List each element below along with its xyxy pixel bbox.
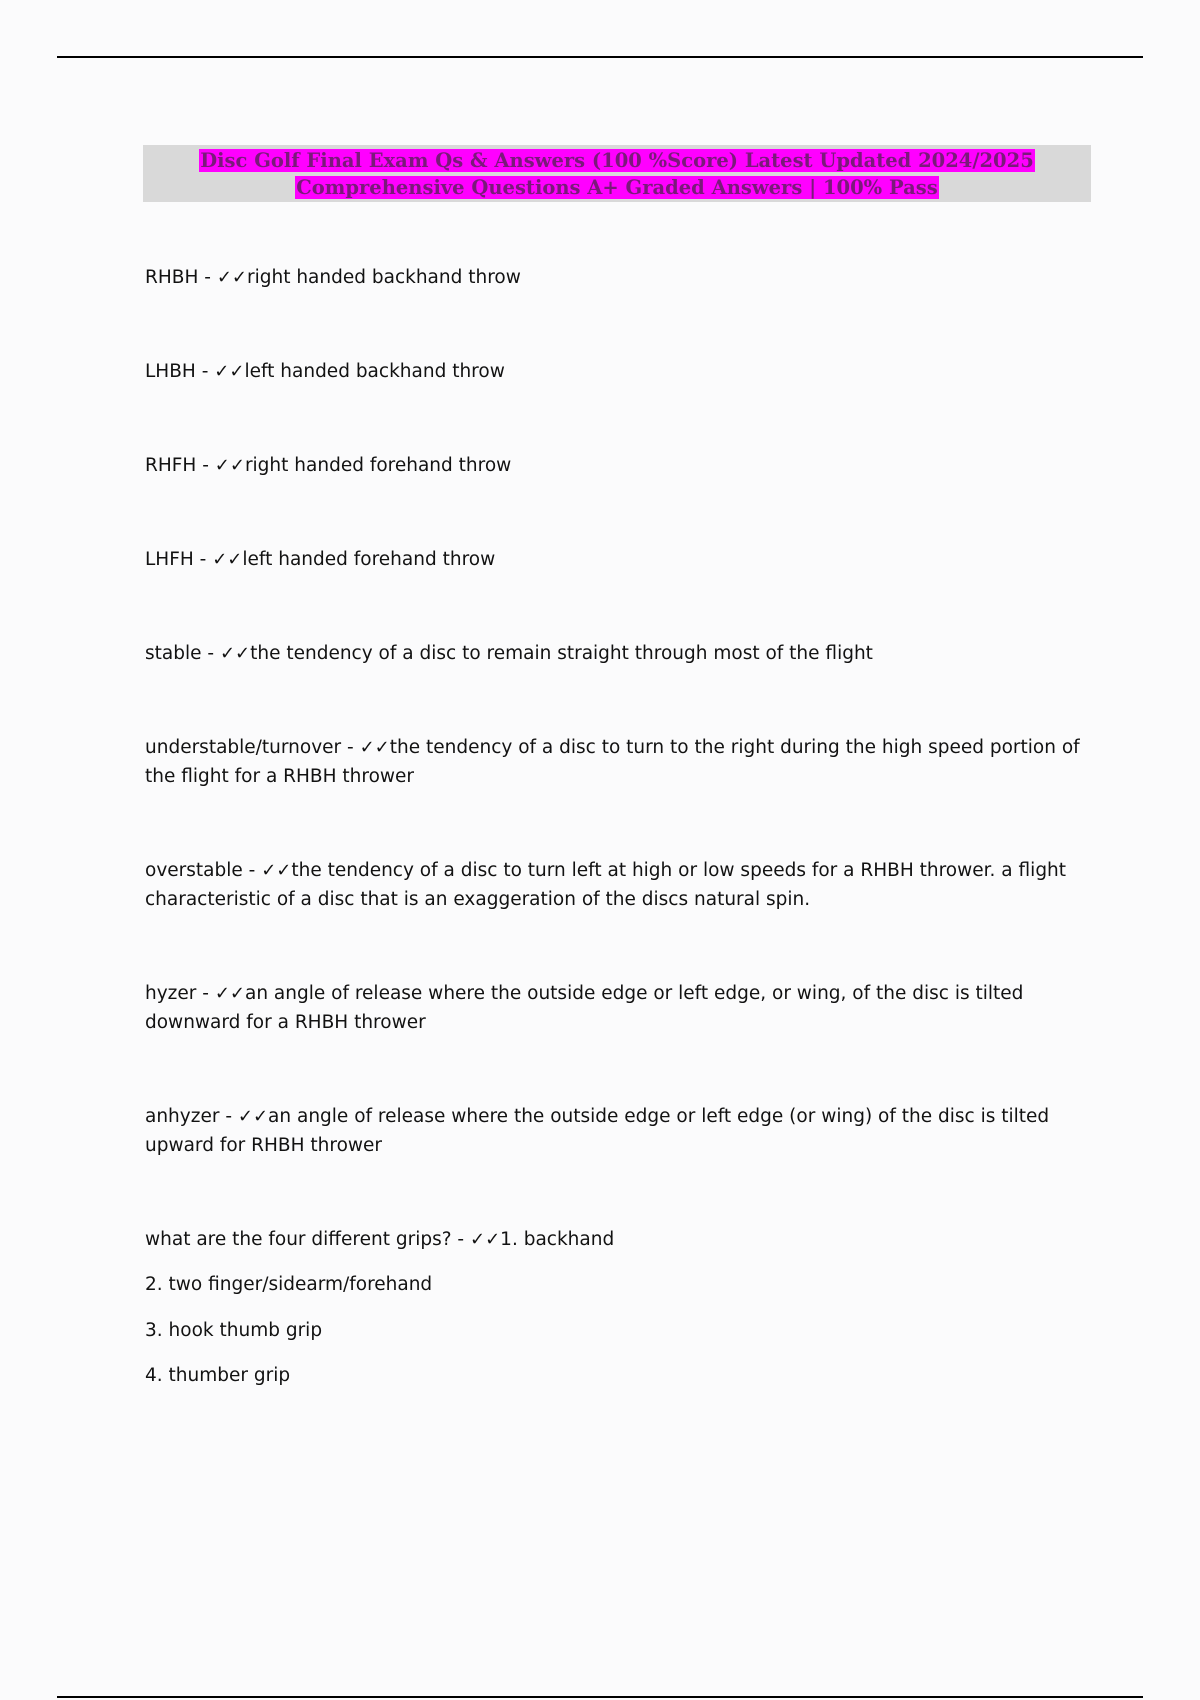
title-highlight-1: Disc Golf Final Exam Qs & Answers (100 %Score) Latest Updated 2024/2025 <box>200 149 1034 172</box>
entry-term: stable - <box>145 643 220 664</box>
entry-definition: an angle of release where the outside edge or left edge, or wing, of the disc is tilted downward for a RHBH thrower <box>145 983 1024 1033</box>
entry-definition: the tendency of a disc to turn to the right during the high speed portion of the flight for a RHBH thrower <box>145 737 1080 787</box>
entry-definition: right handed forehand throw <box>244 455 512 476</box>
double-check-icon: ✓✓ <box>470 1229 501 1250</box>
entry-definition: the tendency of a disc to turn left at high or low speeds for a RHBH thrower. a flight characteristic of a disc that is an exaggeration of the discs natural spin. <box>145 860 1067 910</box>
qa-entry <box>145 1102 1085 1160</box>
entry-term: hyzer - <box>145 983 215 1004</box>
document-title-banner <box>143 145 1091 202</box>
entry-definition: an angle of release where the outside edge or left edge (or wing) of the disc is tilted upward for RHBH thrower <box>145 1106 1050 1156</box>
entry-term: anhyzer - <box>145 1106 238 1127</box>
entry-term: LHBH - <box>145 361 215 382</box>
qa-entry <box>145 733 1085 791</box>
qa-entry <box>145 451 1085 480</box>
header-rule <box>57 56 1143 58</box>
qa-entry <box>145 263 1085 292</box>
entry-definition: left handed backhand throw <box>244 361 505 382</box>
entry-term: what are the four different grips? - <box>145 1229 470 1250</box>
double-check-icon: ✓✓ <box>214 455 245 476</box>
entry-definition: 1. backhand <box>500 1229 615 1250</box>
entry-term: RHFH - <box>145 455 215 476</box>
double-check-icon: ✓✓ <box>216 267 247 288</box>
double-check-icon: ✓✓ <box>214 983 245 1004</box>
double-check-icon: ✓✓ <box>261 860 292 881</box>
entry-definition: right handed backhand throw <box>246 267 521 288</box>
entry-definition: left handed forehand throw <box>242 549 496 570</box>
list-item: 2. two finger/sidearm/forehand <box>145 1274 433 1295</box>
entry-term: overstable - <box>145 860 262 881</box>
entry-definition: the tendency of a disc to remain straight through most of the flight <box>250 643 873 664</box>
list-item: 3. hook thumb grip <box>145 1320 323 1341</box>
entry-term: LHFH - <box>145 549 213 570</box>
footer-rule <box>57 1696 1143 1698</box>
double-check-icon: ✓✓ <box>359 737 390 758</box>
entry-term: understable/turnover - <box>145 737 360 758</box>
title-line-2 <box>143 174 1091 201</box>
entry-term: RHBH - <box>145 267 217 288</box>
qa-entry <box>145 639 1085 668</box>
title-highlight-2: Comprehensive Questions A+ Graded Answers | 100% Pass <box>296 176 938 199</box>
qa-entry <box>145 357 1085 386</box>
qa-entry <box>145 856 1085 914</box>
double-check-icon: ✓✓ <box>212 549 243 570</box>
qa-entry <box>145 979 1085 1037</box>
title-line-1 <box>143 147 1091 174</box>
list-item: 4. thumber grip <box>145 1365 291 1386</box>
double-check-icon: ✓✓ <box>219 643 251 664</box>
double-check-icon: ✓✓ <box>237 1106 269 1127</box>
qa-entry <box>145 545 1085 574</box>
double-check-icon: ✓✓ <box>214 361 245 382</box>
qa-entry <box>145 1225 1085 1254</box>
